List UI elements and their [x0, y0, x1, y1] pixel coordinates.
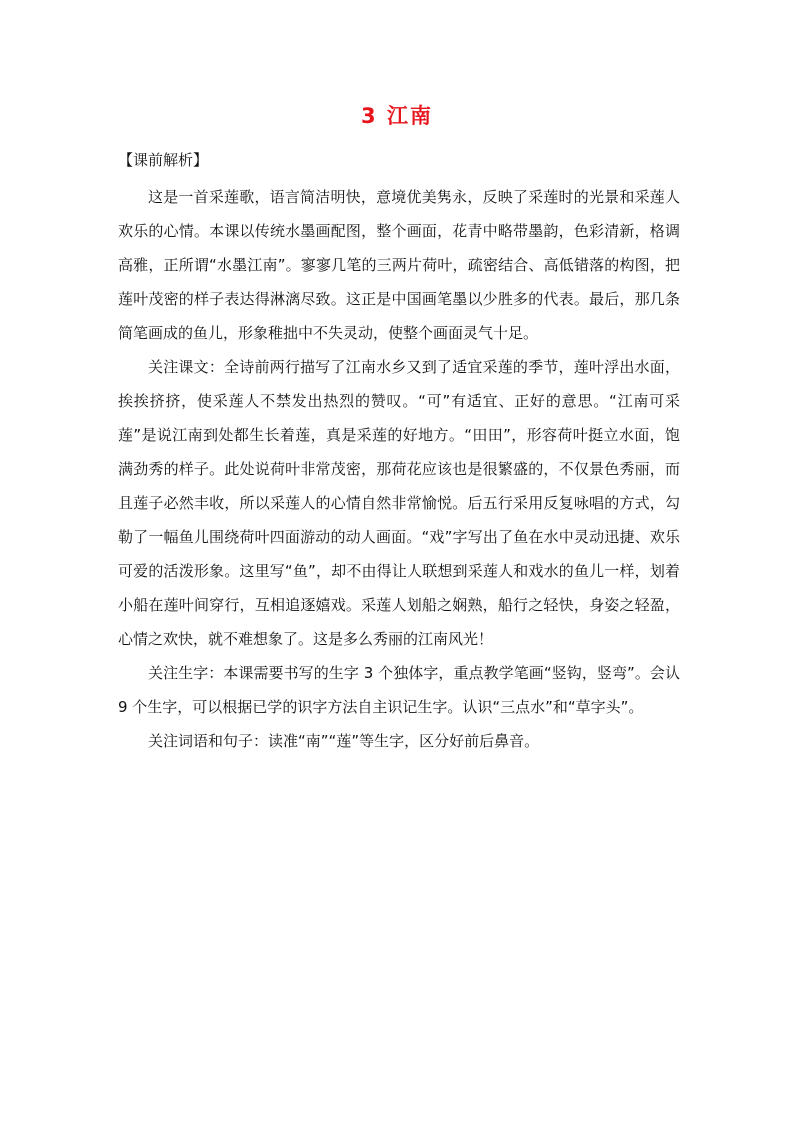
- section-label: 【课前解析】: [118, 151, 209, 169]
- body-text: [118, 180, 680, 758]
- paragraph-characters-focus: 关注生字：本课需要书写的生字 3 个独体字，重点教学笔画“竖钩，竖弯”。会认 9 个生字，可以根据已学的识字方法自主识记生字。认识“三点水”和“草字头”。: [118, 664, 680, 716]
- paragraph-intro: 这是一首采莲歌，语言简洁明快，意境优美隽永，反映了采莲时的光景和采莲人欢乐的心情。本课以传统水墨画配图，整个画面，花青中略带墨韵，色彩清新，格调高雅，正所谓“水墨江南”。寥寥几笔的三两片荷叶，疏密结合、高低错落的构图，把莲叶茂密的样子表达得淋漓尽致。这正是中国画笔墨以少胜多的代表。最后，那几条简笔画成的鱼儿，形象稚拙中不失灵动，使整个画面灵气十足。: [118, 188, 680, 342]
- paragraph-words-focus: 关注词语和句子：读准“南”“莲”等生字，区分好前后鼻音。: [148, 732, 540, 750]
- paragraph-text-focus: 关注课文：全诗前两行描写了江南水乡又到了适宜采莲的季节，莲叶浮出水面，挨挨挤挤，使采莲人不禁发出热烈的赞叹。“可”有适宜、正好的意思。“江南可采莲”是说江南到处都生长着莲，真是采莲的好地方。“田田”，形容荷叶挺立水面，饱满劲秀的样子。此处说荷叶非常茂密，那荷花应该也是很繁盛的，不仅景色秀丽，而且莲子必然丰收，所以采莲人的心情自然非常愉悦。后五行采用反复咏唱的方式，勾勒了一幅鱼儿围绕荷叶四面游动的动人画面。“戏”字写出了鱼在水中灵动迅捷、欢乐可爱的活泼形象。这里写“鱼”，却不由得让人联想到采莲人和戏水的鱼儿一样，划着小船在莲叶间穿行，互相追逐嬉戏。采莲人划船之娴熟，船行之轻快，身姿之轻盈，心情之欢快，就不难想象了。这是多么秀丽的江南风光！: [118, 358, 680, 648]
- page-title: 3 江南: [361, 104, 433, 128]
